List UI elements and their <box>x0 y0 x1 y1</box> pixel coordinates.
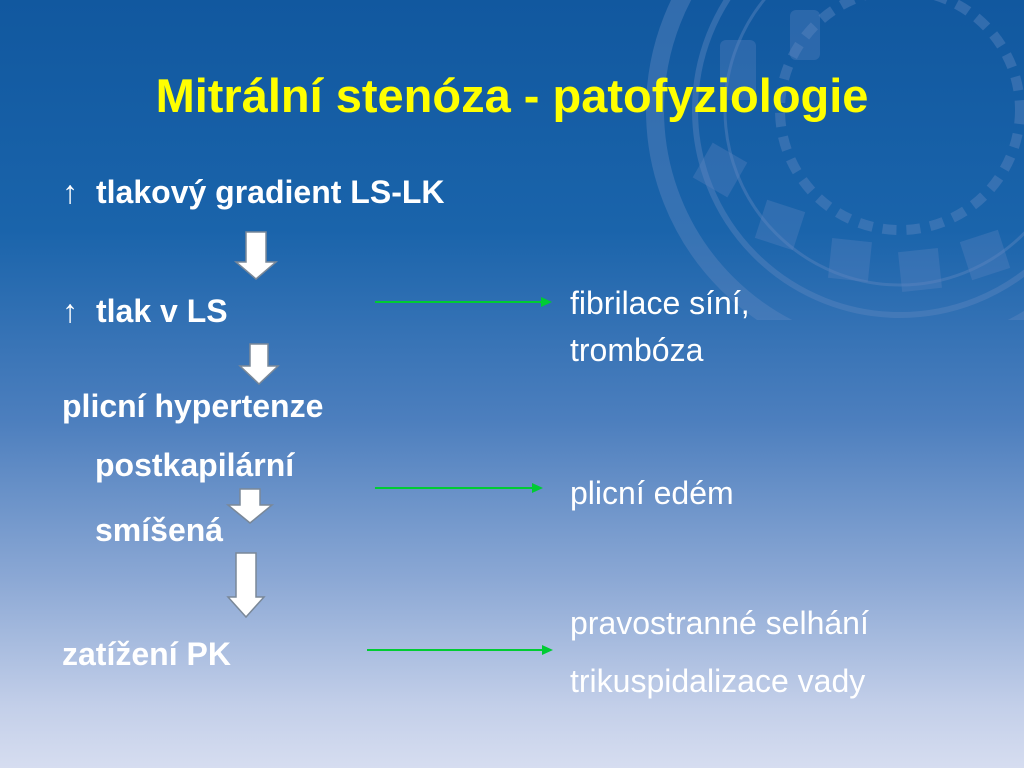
link-arrowhead-icon <box>542 645 553 655</box>
down-arrow-icon <box>228 489 272 523</box>
up-arrow-icon: ↑ <box>62 293 78 329</box>
slide-title: Mitrální stenóza - patofyziologie <box>155 69 869 122</box>
fibrillation-label-line2: trombóza <box>570 332 704 368</box>
pressure-label: tlak v LS <box>96 293 228 329</box>
gradient-label: tlakový gradient LS-LK <box>96 174 445 210</box>
failure-label: pravostranné selhání <box>570 605 869 641</box>
up-arrow-icon: ↑ <box>62 174 78 210</box>
tricuspid-label: trikuspidalizace vady <box>570 663 866 699</box>
load-label: zatížení PK <box>62 636 231 672</box>
postcapillary-label: postkapilární <box>95 447 295 483</box>
down-arrow-icon <box>240 344 278 384</box>
hypertension-label: plicní hypertenze <box>62 388 324 424</box>
link-arrowhead-icon <box>541 297 552 307</box>
fibrillation-label-line1: fibrilace síní, <box>570 285 750 321</box>
down-arrow-icon <box>228 553 264 617</box>
link-arrowhead-icon <box>532 483 543 493</box>
mixed-label: smíšená <box>95 512 224 548</box>
edema-label: plicní edém <box>570 475 734 511</box>
down-arrow-icon <box>236 232 276 279</box>
